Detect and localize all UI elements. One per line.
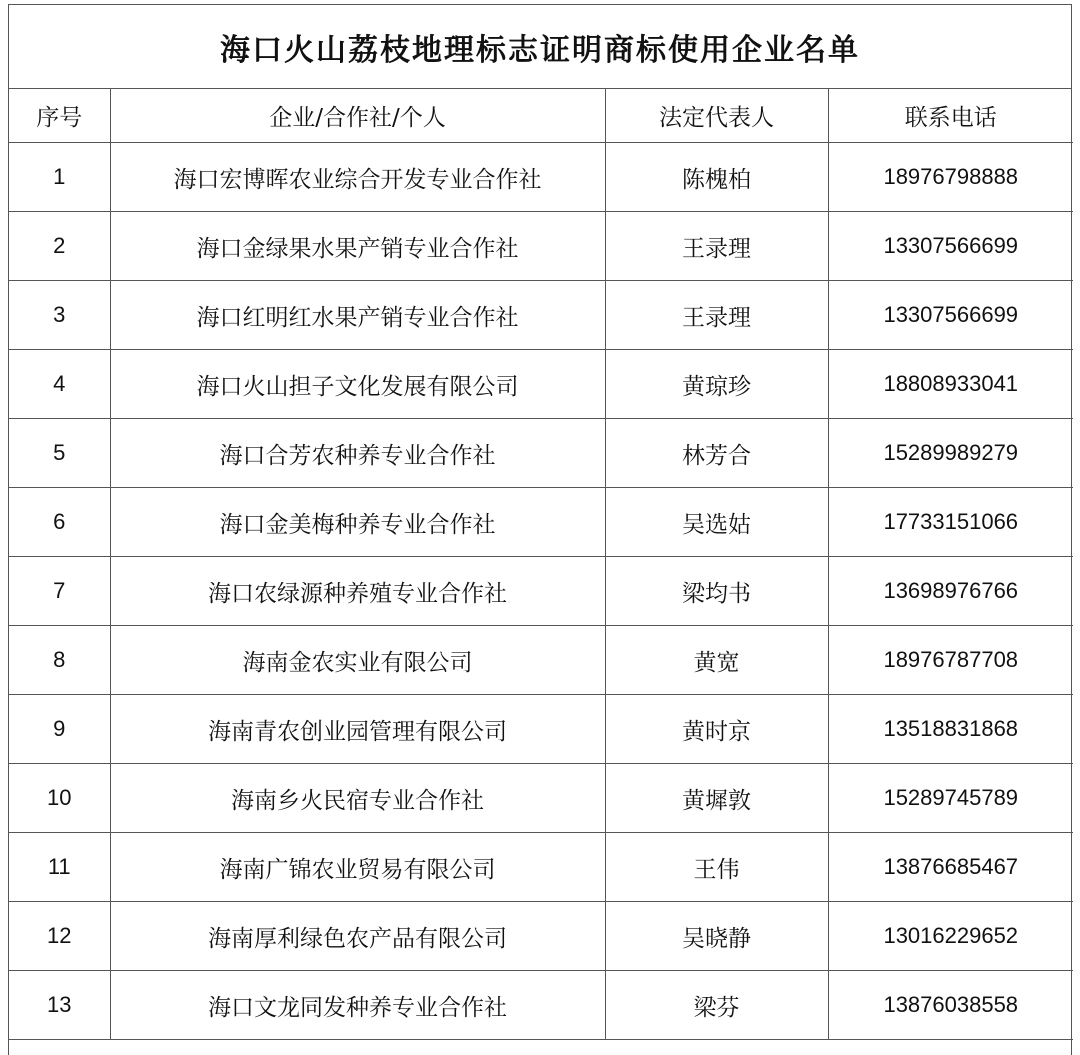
cell-no: 7 [9,557,110,626]
cell-phone: 13016229652 [828,902,1073,971]
table-row [9,902,1073,971]
cell-rep: 王伟 [605,833,828,902]
cell-no: 3 [9,281,110,350]
cell-rep: 陈槐柏 [605,143,828,212]
cell-phone: 18976798888 [828,143,1073,212]
table-row [9,281,1073,350]
cell-name: 海南青农创业园管理有限公司 [110,695,605,764]
cell-rep: 吴选姑 [605,488,828,557]
cell-rep: 王录理 [605,281,828,350]
cell-rep: 王录理 [605,212,828,281]
enterprise-table [9,89,1073,1040]
table-row [9,557,1073,626]
cell-no: 13 [9,971,110,1040]
cell-name: 海口农绿源种养殖专业合作社 [110,557,605,626]
cell-no: 10 [9,764,110,833]
table-row [9,143,1073,212]
table-row [9,971,1073,1040]
enterprise-list-sheet [8,4,1072,1055]
page-title: 海口火山荔枝地理标志证明商标使用企业名单 [220,32,860,68]
table-row [9,764,1073,833]
cell-name: 海口火山担子文化发展有限公司 [110,350,605,419]
column-header-rep: 法定代表人 [605,89,828,143]
cell-phone: 18976787708 [828,626,1073,695]
cell-phone: 13698976766 [828,557,1073,626]
cell-no: 8 [9,626,110,695]
table-row [9,212,1073,281]
cell-no: 6 [9,488,110,557]
cell-name: 海口金绿果水果产销专业合作社 [110,212,605,281]
cell-no: 5 [9,419,110,488]
table-row [9,419,1073,488]
cell-phone: 13307566699 [828,281,1073,350]
cell-no: 11 [9,833,110,902]
table-row [9,488,1073,557]
cell-rep: 梁均书 [605,557,828,626]
table-row [9,626,1073,695]
cell-name: 海口金美梅种养专业合作社 [110,488,605,557]
cell-rep: 黄琼珍 [605,350,828,419]
table-row [9,695,1073,764]
cell-name: 海口宏博晖农业综合开发专业合作社 [110,143,605,212]
cell-phone: 13876038558 [828,971,1073,1040]
cell-rep: 黄时京 [605,695,828,764]
cell-no: 1 [9,143,110,212]
table-row [9,833,1073,902]
title-row [9,5,1071,89]
cell-name: 海口红明红水果产销专业合作社 [110,281,605,350]
cell-rep: 吴晓静 [605,902,828,971]
cell-no: 2 [9,212,110,281]
table-header-row [9,89,1073,143]
cell-rep: 林芳合 [605,419,828,488]
column-header-no: 序号 [9,89,110,143]
cell-name: 海南厚利绿色农产品有限公司 [110,902,605,971]
cell-name: 海南乡火民宿专业合作社 [110,764,605,833]
cell-no: 4 [9,350,110,419]
cell-phone: 18808933041 [828,350,1073,419]
cell-phone: 15289745789 [828,764,1073,833]
cell-name: 海口文龙同发种养专业合作社 [110,971,605,1040]
cell-name: 海口合芳农种养专业合作社 [110,419,605,488]
cell-phone: 15289989279 [828,419,1073,488]
column-header-name: 企业/合作社/个人 [110,89,605,143]
cell-phone: 17733151066 [828,488,1073,557]
cell-rep: 黄宽 [605,626,828,695]
table-row [9,350,1073,419]
cell-phone: 13307566699 [828,212,1073,281]
cell-rep: 黄墀敦 [605,764,828,833]
cell-no: 12 [9,902,110,971]
cell-no: 9 [9,695,110,764]
cell-phone: 13876685467 [828,833,1073,902]
cell-name: 海南广锦农业贸易有限公司 [110,833,605,902]
cell-phone: 13518831868 [828,695,1073,764]
column-header-phone: 联系电话 [828,89,1073,143]
cell-name: 海南金农实业有限公司 [110,626,605,695]
cell-rep: 梁芬 [605,971,828,1040]
